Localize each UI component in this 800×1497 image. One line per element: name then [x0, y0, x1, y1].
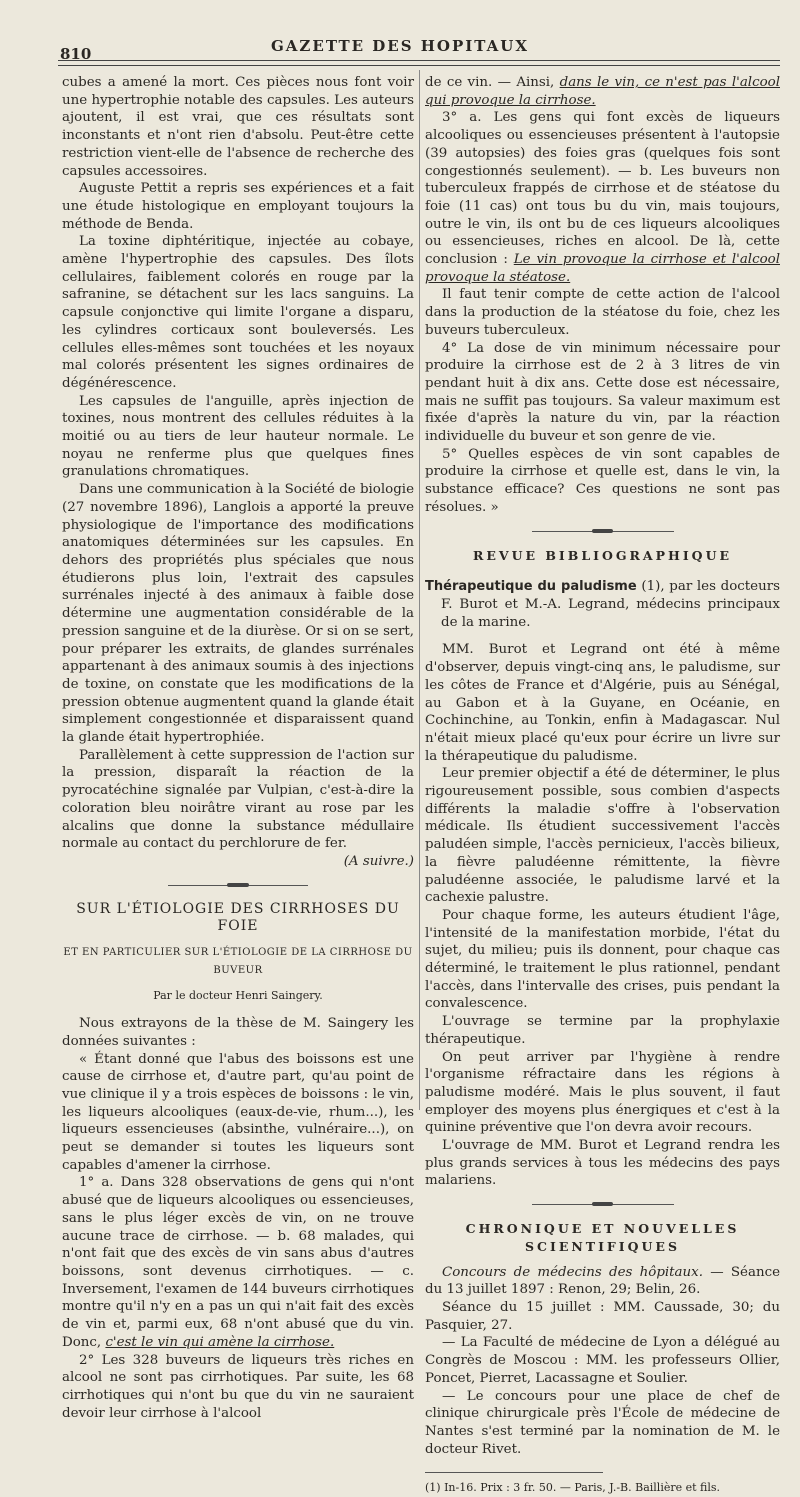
section-separator	[425, 1200, 780, 1208]
footnote-rule	[425, 1472, 603, 1473]
section-separator	[62, 881, 414, 889]
book-heading	[425, 578, 780, 631]
paragraph	[62, 1174, 414, 1351]
news-heading: Concours de médecins des hôpitaux.	[442, 1264, 703, 1280]
footnote: (1) In-16. Prix : 3 fr. 50. — Paris, J.-B. Baillière et fils.	[425, 1481, 721, 1495]
paragraph: On peut arriver par l'hygiène à rendre l'organisme réfractaire dans les régions à paludisme modéré. Mais le plus souvent, il faut employer des moyens plus énergiques et c'est à la quinine préventive que l'on devra avoir recours.	[425, 1049, 780, 1136]
book-title: Thérapeutique du paludisme	[425, 579, 637, 595]
paragraph	[62, 747, 414, 871]
section-title-revue: REVUE BIBLIOGRAPHIQUE	[472, 547, 733, 563]
book-details: (1), par les docteurs F. Burot et M.-A. Legrand, médecins principaux de la marine.	[441, 579, 781, 630]
paragraph-text: 1° a. Dans 328 observations de gens qui n'ont abusé que de liqueurs alcooliques ou essencieuses, sans le plus léger excès de vin, on ne trouve aucune trace de cirrhose. — b. 68 malades, qui n'ont fait que des excès de vin sans abus d'autres boissons, sont devenus cirrhotiques. — c. Inversement, l'examen de 144 buveurs cirrhotiques montre qu'il n'y en a pas un qui n'ait fait des excès de vin et, parmi eux, 68 n'ont abusé que du vin. Donc,	[62, 1175, 414, 1350]
header-rule-thin	[58, 65, 780, 66]
paragraph	[425, 74, 780, 109]
paragraph: Nous extrayons de la thèse de M. Saingery les données suivantes :	[62, 1016, 414, 1049]
article-subtitle: ET EN PARTICULIER SUR L'ÉTIOLOGIE DE LA CIRRHOSE DU BUVEUR	[63, 947, 413, 976]
paragraph: 5° Quelles espèces de vin sont capables de produire la cirrhose et quelle est, dans le vin, la substance efficace? Ces questions ne sont pas résolues. »	[425, 446, 780, 515]
column-divider	[419, 70, 420, 1110]
paragraph: 2° Les 328 buveurs de liqueurs très riches en alcool ne sont pas cirrhotiques. Par suite, les 68 cirrhotiques qui n'ont bu que du vin ne sauraient devoir leur cirrhose à l'alcool	[62, 1352, 414, 1421]
article-title: SUR L'ÉTIOLOGIE DES CIRRHOSES DU FOIE	[76, 900, 400, 935]
paragraph: « Étant donné que l'abus des boissons est une cause de cirrhose et, d'autre part, qu'au point de vue clinique il y a trois espèces de boissons : le vin, les liqueurs alcooliques (eaux-de-vie, rhum...), les liqueurs essencieuses (absinthe, vulnéraire...), on peut se demander si toutes les liqueurs sont capables d'amener la cirrhose.	[62, 1051, 414, 1173]
right-column	[425, 74, 780, 1497]
news-item	[425, 1264, 780, 1299]
paragraph: Leur premier objectif a été de déterminer, le plus rigoureusement possible, sous combien d'aspects différents la maladie s'offre à l'observation médicale. Ils étudient successivement l'accès paludéen simple, l'accès pernicieux, l'accès bilieux, la fièvre paludéenne rémittente, la fièvre paludéenne associée, le paludisme larvé et la cachexie palustre.	[425, 766, 780, 906]
left-column	[62, 74, 414, 1422]
paragraph	[425, 109, 780, 286]
news-item: — Le concours pour une place de chef de clinique chirurgicale près l'École de médecine de Nantes s'est terminé par la nomination de M. le docteur Rivet.	[425, 1388, 780, 1457]
paragraph: Auguste Pettit a repris ses expériences et a fait une étude histologique en employant toujours la méthode de Benda.	[62, 181, 414, 232]
paragraph: La toxine diphtéritique, injectée au cobaye, amène l'hypertrophie des capsules. Des îlots cellulaires, faiblement colorés en rouge par la safranine, se détachent sur les lacs sanguins. La capsule conjonctive qui limite l'organe a disparu, les cylindres corticaux sont bouleversés. Les cellules elles-mêmes sont touchées et les noyaux mal colorés présentent les signes ordinaires de dégénérescence.	[62, 234, 414, 391]
emphasis: dans le vin, ce n'est pas l'alcool qui provoque la cirrhose.	[425, 75, 780, 108]
to-be-continued: (A suivre.)	[343, 853, 414, 869]
paragraph: L'ouvrage se termine par la prophylaxie thérapeutique.	[425, 1014, 780, 1047]
section-separator	[425, 527, 780, 535]
emphasis: Le vin provoque la cirrhose et l'alcool provoque la stéatose.	[425, 252, 780, 285]
section-title-chronique: CHRONIQUE ET NOUVELLES SCIENTIFIQUES	[465, 1221, 740, 1254]
paragraph: Il faut tenir compte de cette action de l'alcool dans la production de la stéatose du foie, chez les buveurs tuberculeux.	[425, 287, 780, 338]
paragraph: L'ouvrage de MM. Burot et Legrand rendra les plus grands services à tous les médecins des pays malariens.	[425, 1138, 780, 1189]
paragraph: Dans une communication à la Société de biologie (27 novembre 1896), Langlois a apporté la preuve physiologique de l'importance des modifications anatomiques déterminées sur les capsules. En dehors des propriétés plus spéciales que nous étudierons plus loin, l'extrait des capsules surrénales injecté à des animaux à faible dose détermine une augmentation considérable de la pression sanguine et de la diurèse. Or si on se sert, pour préparer les extraits, de glandes surrénales appartenant à des animaux soumis à des injections de toxine, on constate que les modifications de la pression obtenue augmentent quand la glande était simplement congestionnée et disparaissent quand la glande était hypertrophiée.	[62, 482, 414, 746]
article-author: Par le docteur Henri Saingery.	[153, 989, 323, 1003]
paragraph: Pour chaque forme, les auteurs étudient l'âge, l'intensité de la manifestation morbide, l'état du sujet, du milieu; puis ils donnent, pour chaque cas déterminé, le traitement le plus rationnel, pendant l'accès, dans l'intervalle des crises, puis pendant la convalescence.	[425, 907, 780, 1012]
header-rule	[58, 60, 780, 61]
paragraph-text: de ce vin. — Ainsi,	[425, 75, 560, 90]
paragraph: Les capsules de l'anguille, après injection de toxines, nous montrent des cellules réduites à la moitié ou au tiers de leur hauteur normale. Le noyau ne renferme plus que quelques fines granulations chromatiques.	[62, 393, 414, 480]
paragraph: 4° La dose de vin minimum nécessaire pour produire la cirrhose est de 2 à 3 litres de vin pendant huit à dix ans. Cette dose est nécessaire, mais ne suffit pas toujours. Sa valeur maximum est fixée d'après la nature du vin, par la réaction individuelle du buveur et son genre de vie.	[425, 340, 780, 445]
page-number: 810	[60, 45, 92, 63]
news-item: Séance du 15 juillet : MM. Caussade, 30; du Pasquier, 27.	[425, 1300, 780, 1333]
running-head: GAZETTE DES HOPITAUX	[270, 37, 529, 55]
emphasis: c'est le vin qui amène la cirrhose.	[105, 1334, 335, 1350]
paragraph-text: 3° a. Les gens qui font excès de liqueurs alcooliques ou essencieuses présentent à l'autopsie (39 autopsies) des foies gras (quelques fois sont congestionnés seulement). — b. Les buveurs non tuberculeux frappés de cirrhose et de stéatose du foie (11 cas) ont tous bu du vin, mais toujours, outre le vin, ils ont bu de ces liqueurs alcooliques ou essencieuses, riches en alcool. De là, cette conclusion :	[425, 110, 780, 268]
news-item: — La Faculté de médecine de Lyon a délégué au Congrès de Moscou : MM. les professeurs Ollier, Poncet, Pierret, Lacassagne et Soulier.	[425, 1335, 780, 1386]
paragraph-text: Parallèlement à cette suppression de l'action sur la pression, disparaît la réaction de la pyrocatéchine signalée par Vulpian, c'est-à-dire la coloration bleu noirâtre virant au rose par les alcalins que donne la substance médullaire normale au contact du perchlorure de fer.	[62, 747, 414, 852]
news-text: — Séance du 13 juillet 1897 : Renon, 29; Belin, 26.	[425, 1264, 780, 1298]
paragraph: MM. Burot et Legrand ont été à même d'observer, depuis vingt-cinq ans, le paludisme, sur les côtes de France et d'Algérie, puis au Sénégal, au Gabon et à la Guyane, en Océanie, en Cochinchine, au Tonkin, enfin à Madagascar. Nul n'était mieux placé qu'eux pour écrire un livre sur la thérapeutique du paludisme.	[425, 642, 780, 764]
paragraph: cubes a amené la mort. Ces pièces nous font voir une hypertrophie notable des capsules. Les auteurs ajoutent, il est vrai, que ces résultats sont inconstants et n'ont rien d'absolu. Peut-être cette restriction vient-elle de l'absence de recherche des capsules accessoires.	[62, 75, 414, 179]
